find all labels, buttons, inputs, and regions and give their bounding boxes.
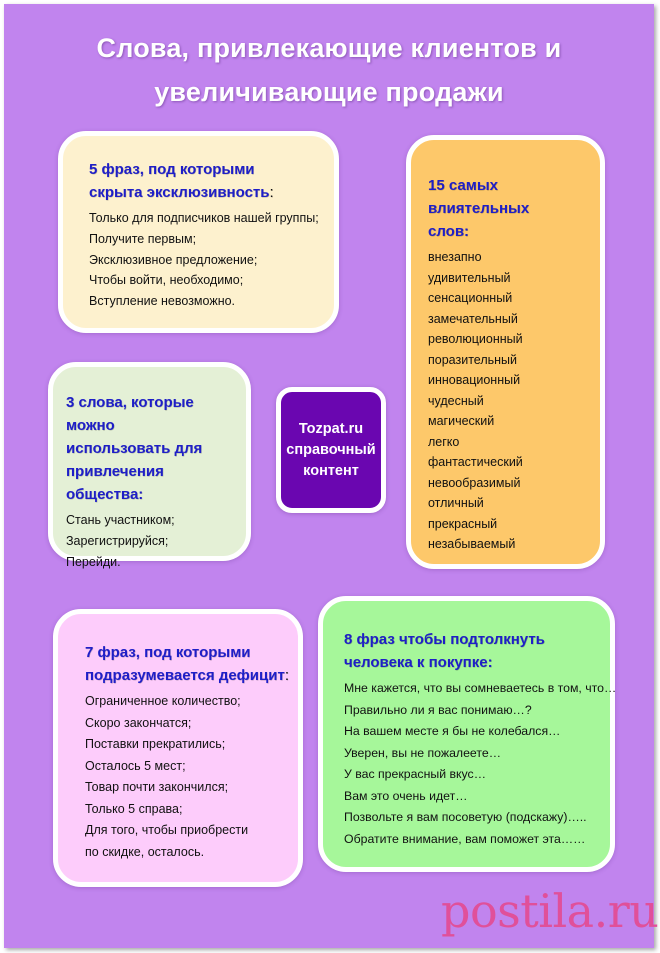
list-item: поразительный bbox=[428, 352, 517, 367]
society-list bbox=[66, 510, 242, 572]
list-item: Уверен, вы не пожалеете… bbox=[344, 745, 501, 760]
list-item: фантастический bbox=[428, 455, 523, 469]
list-item: сенсационный bbox=[428, 291, 513, 305]
list-item: легко bbox=[428, 434, 460, 449]
list-item: Стань участником; bbox=[66, 513, 175, 527]
list-item: У вас прекрасный вкус… bbox=[344, 767, 486, 781]
list-item: Чтобы войти, необходимо; bbox=[89, 273, 244, 288]
list-item: замечательный bbox=[428, 311, 518, 326]
list-item: чудесный bbox=[428, 393, 484, 408]
list-item: Осталось 5 мест; bbox=[85, 758, 186, 773]
purchase-push-list bbox=[344, 678, 617, 850]
list-item: революционный bbox=[428, 332, 523, 346]
badge-line-2: справочный bbox=[286, 442, 376, 458]
list-item: Поставки прекратились; bbox=[85, 737, 226, 751]
list-item: Для того, чтобы приобрести bbox=[85, 823, 249, 837]
list-item: удивительный bbox=[428, 270, 511, 285]
badge-line-3: контент bbox=[303, 463, 359, 479]
site-badge bbox=[276, 387, 386, 513]
list-item: Мне кажется, что вы сомневаетесь в том, что… bbox=[344, 681, 617, 695]
list-item: Позвольте я вам посоветую (подскажу)….. bbox=[344, 810, 587, 824]
list-item: Перейди. bbox=[66, 554, 121, 569]
list-item: Товар почти закончился; bbox=[85, 780, 229, 794]
list-item: прекрасный bbox=[428, 516, 498, 531]
list-item: Ограниченное количество; bbox=[85, 694, 241, 708]
list-item: невообразимый bbox=[428, 475, 521, 490]
list-item: Получите первым; bbox=[89, 231, 197, 246]
infographic bbox=[4, 4, 659, 948]
list-item: Эксклюзивное предложение; bbox=[89, 252, 258, 267]
deficit-heading: 7 фраз, под которыми подразумевается дефицит: bbox=[85, 644, 289, 684]
influential-list bbox=[428, 247, 594, 555]
list-item: Обратите внимание, вам поможет эта…… bbox=[344, 831, 586, 846]
list-item: магический bbox=[428, 414, 495, 428]
list-item: Скоро закончатся; bbox=[85, 715, 192, 730]
list-item: инновационный bbox=[428, 373, 521, 387]
society-heading: 3 слова, которые можно использовать для привлечения общества: bbox=[66, 394, 203, 503]
badge-line-1: Tozpat.ru bbox=[298, 421, 364, 437]
page-title bbox=[4, 26, 654, 114]
list-item: На вашем месте я бы не колебался… bbox=[344, 724, 561, 738]
list-item: Правильно ли я вас понимаю…? bbox=[344, 702, 532, 717]
exclusivity-card bbox=[58, 131, 339, 333]
influential-words-card bbox=[406, 135, 605, 569]
deficit-card bbox=[53, 609, 303, 887]
list-item: отличный bbox=[428, 496, 484, 510]
list-item: Зарегистрируйся; bbox=[66, 533, 169, 548]
list-item: Вам это очень идет… bbox=[344, 788, 468, 803]
purchase-push-heading: 8 фраз чтобы подтолкнуть человека к покупке: bbox=[344, 631, 545, 671]
title-line-2: увеличивающие продажи bbox=[154, 77, 504, 107]
society-card bbox=[48, 362, 251, 569]
watermark: postila.ru bbox=[441, 884, 659, 938]
exclusivity-list bbox=[89, 208, 324, 312]
title-line-1: Слова, привлекающие клиентов и bbox=[96, 33, 562, 63]
exclusivity-heading: 5 фраз, под которыми скрыта эксклюзивность: bbox=[89, 161, 274, 201]
purchase-push-card bbox=[318, 596, 615, 872]
list-item: по скидке, осталось. bbox=[85, 844, 205, 859]
list-item: Только для подписчиков нашей группы; bbox=[89, 211, 319, 225]
deficit-list bbox=[85, 691, 292, 863]
list-item: Только 5 справа; bbox=[85, 801, 183, 816]
list-item: внезапно bbox=[428, 250, 482, 264]
list-item: Вступление невозможно. bbox=[89, 294, 236, 309]
list-item: незабываемый bbox=[428, 537, 516, 551]
influential-heading: 15 самых влиятельных слов: bbox=[428, 177, 530, 240]
